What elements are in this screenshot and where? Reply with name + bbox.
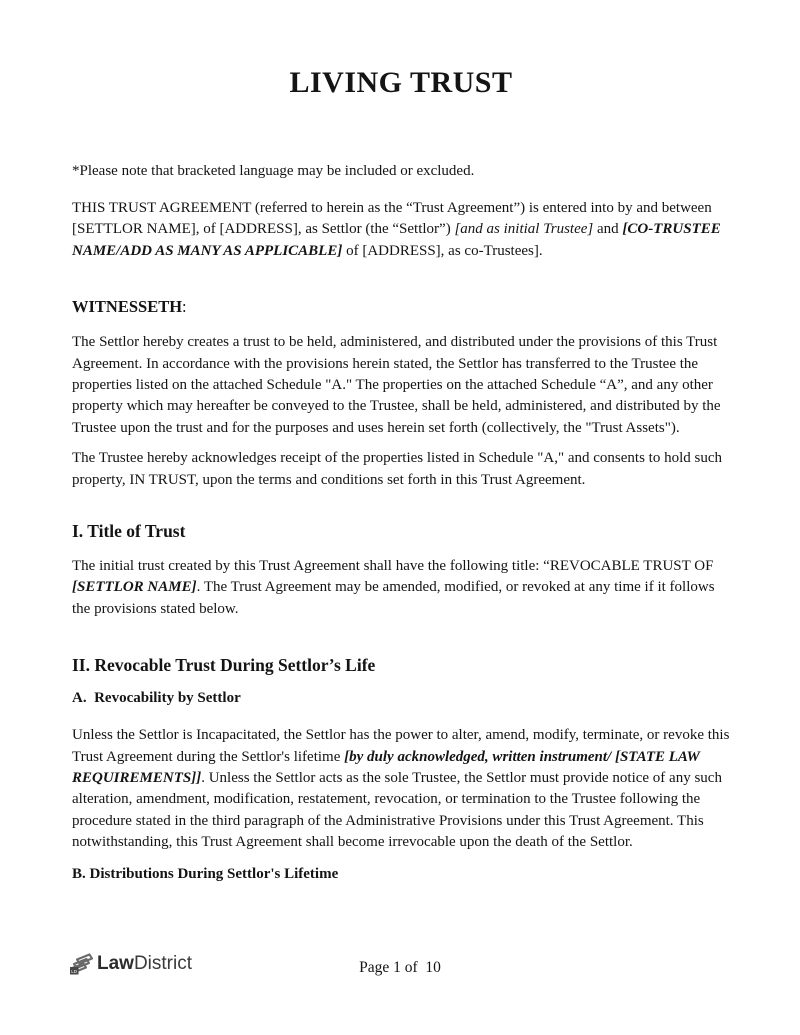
- logo-text-district: District: [133, 953, 193, 974]
- witnesseth-paragraph-1: The Settlor hereby creates a trust to be held, administered, and distributed under the provisions of this Trust Agreement. In accordance with the provisions herein stated, the Settlor has transferred to the Trustee the properties listed on the attached Schedule "A." The properties on the attached Schedule “A”, and any other property which may hereafter be conveyed to the Trustee, shall be held, administered, and distributed by the Trustee upon the trust and for the purposes and uses herein set forth (collectively, the "Trust Assets").: [72, 334, 721, 436]
- logo-text-law: Law: [97, 953, 134, 974]
- section2-heading: II. Revocable Trust During Settlor’s Life: [72, 655, 376, 676]
- section2-sub-b-heading: B. Distributions During Settlor's Lifetime: [72, 865, 339, 882]
- section2-sub-a-paragraph: Unless the Settlor is Incapacitated, the Settlor has the power to alter, amend, modify, terminate, or revoke this Trust Agreement during the Settlor's lifetime [by duly acknowledged, written instrument/ [STATE LAW REQUIREMENTS]]. Unless the Settlor acts as the sole Trustee, the Settlor must provide notice of any such alteration, amendment, modification, restatement, revocation, or termination to the Trustee following the procedure stated in the third paragraph of the Administrative Provisions under this Trust Agreement. This notwithstanding, this Trust Agreement shall become irrevocable upon the death of the Settlor.: [72, 727, 730, 851]
- section1-paragraph: The initial trust created by this Trust Agreement shall have the following title: “REVOCABLE TRUST OF [SETTLOR NAME]. The Trust Agreement may be amended, modified, or revoked at any time if it follows the provisions stated below.: [72, 557, 715, 617]
- page-number: Page 1 of 10: [359, 959, 441, 976]
- section1-heading: I. Title of Trust: [72, 520, 186, 541]
- witnesseth-heading: WITNESSETH:: [72, 297, 187, 317]
- intro-paragraph: THIS TRUST AGREEMENT (referred to herein as the “Trust Agreement”) is entered into by and between [SETTLOR NAME], of [ADDRESS], as Settlor (the “Settlor”) [and as initial Trustee] and [CO-TRUSTEE NAME/ADD AS MANY AS APPLICABLE] of [ADDRESS], as co-Trustees].: [72, 199, 721, 259]
- bracket-note: *Please note that bracketed language may be included or excluded.: [72, 162, 475, 179]
- section2-sub-a-heading: A. Revocability by Settlor: [72, 690, 241, 707]
- witnesseth-paragraph-2: The Trustee hereby acknowledges receipt of the properties listed in Schedule "A," and consents to hold such property, IN TRUST, upon the terms and conditions set forth in this Trust Agreement.: [72, 450, 723, 488]
- document-title: LIVING TRUST: [289, 66, 513, 99]
- svg-text:LD: LD: [71, 969, 78, 974]
- document-content: [72, 0, 730, 883]
